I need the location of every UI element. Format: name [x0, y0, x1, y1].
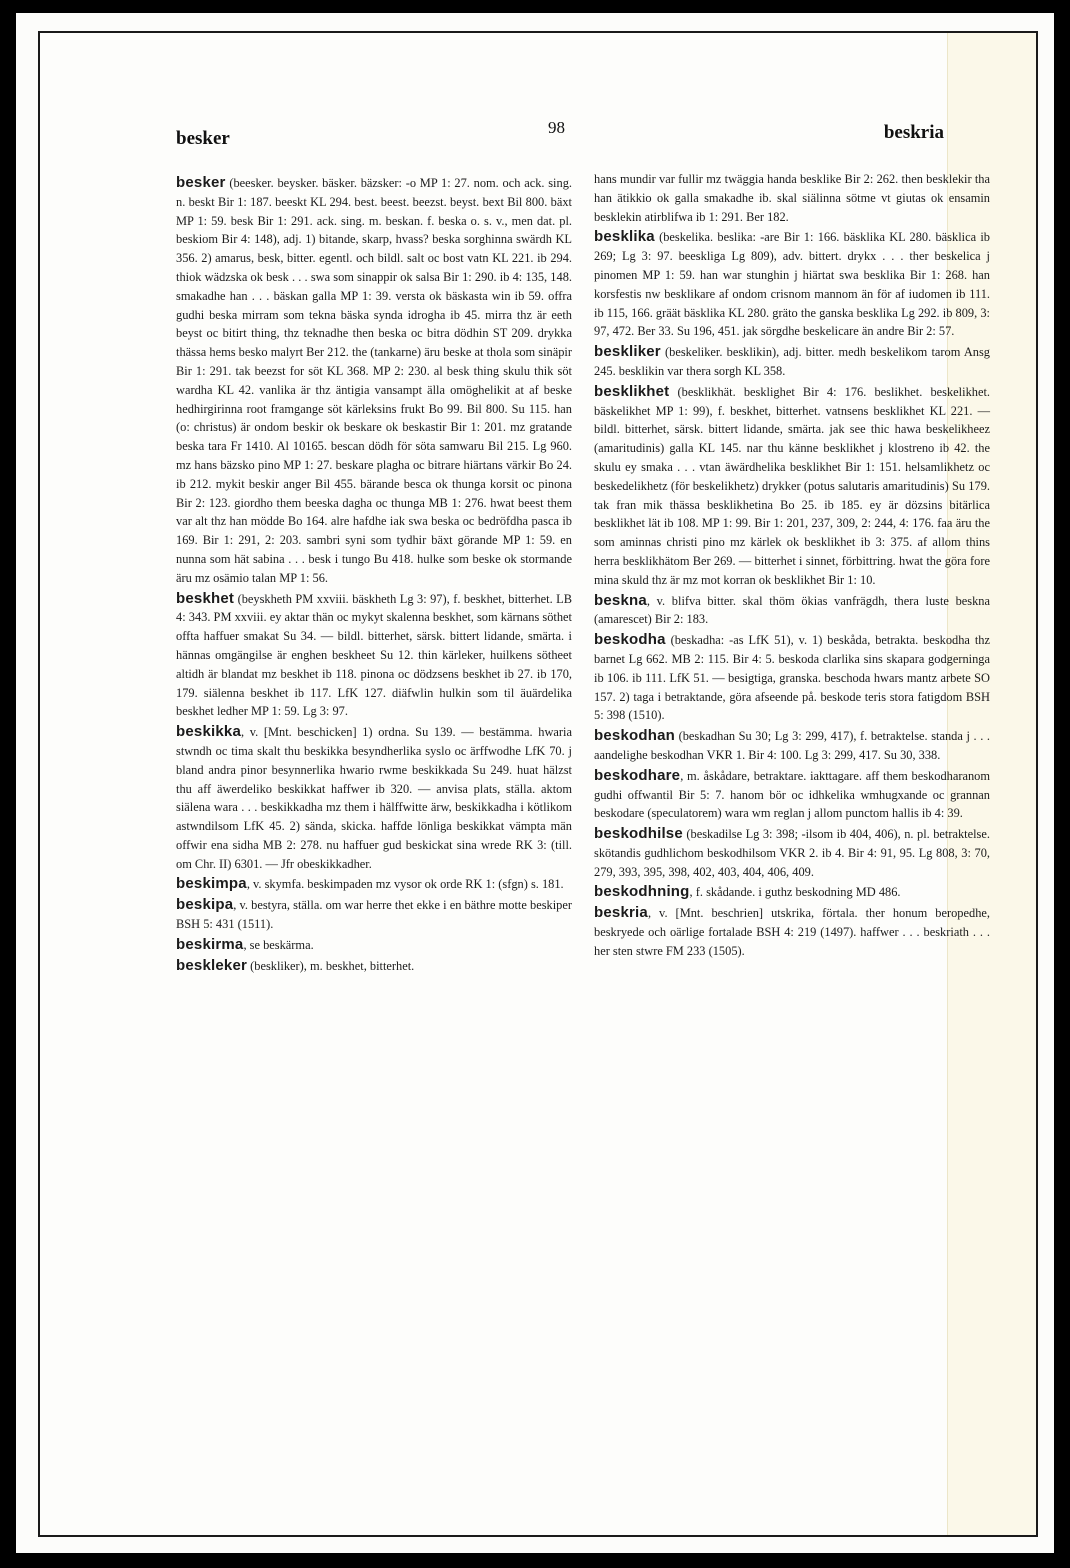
- entry-body: (beskliker), m. beskhet, bitterhet.: [250, 958, 415, 973]
- headword: beskikka: [176, 723, 241, 741]
- entry-body: (beskadha: -as LfK 51), v. 1) beskåda, betrakta. beskodha thz barnet Lg 662. MB 2: 115. Bir 4: 5. beskoda clarlika sins skapara godgerninga ib 106. ib 111. LfK 51. — besigtiga, granska. beschoda hwars mantz arbete SO 157. 2) taga i betraktande, göra afseende på. beskode teris stora fatigdom BSH 5: 398 (1510).: [594, 633, 990, 723]
- page-number: 98: [548, 118, 565, 137]
- headword: beskodhare: [594, 766, 681, 784]
- dictionary-entry: [594, 592, 990, 630]
- headword: beskipa: [176, 896, 234, 914]
- entry-body: , v. [Mnt. beschrien] utskrika, förtala. ther honum beropedhe, beskryede och oärlige fortalade BSH 4: 219 (1497). haffwer . . . beskriath . . . her sten stwre FM 233 (1505).: [594, 906, 990, 958]
- dictionary-entry: [176, 723, 572, 873]
- dictionary-entry: [176, 875, 572, 894]
- headword: beskria: [594, 904, 648, 922]
- entry-body: , se beskärma.: [243, 937, 314, 952]
- headword: beskna: [594, 591, 647, 609]
- dictionary-entry: [594, 343, 990, 381]
- entry-body: (besklikhät. besklighet Bir 4: 176. beslikhet. beskelikhet. bäskelikhet MP 1: 99), f. beskhet, bitterhet. vatnsens besklikhet KL 221. — bildl. bitterhet, särsk. bittert lidande, smärta. jak see thic hawa beskelikheez (amaritudinis) galla KL 145. nar thu känne besklikhet j klostreno ib 42. the skulu ey smaka . . . vtan äwärdhelika besklikhet Bir 1: 151. helsamlikhetz oc beskedelikhetz (för beskelikhetz) drykker (potus salutaris amaritudinis) Su 179. tak fran mik thässa besklikhetina Bo 25. ib 185. ey är dözsins bitärlica besklikhet lät ib 108. MP 1: 99. Bir 1: 201, 237, 309, 2: 244, 4: 176. faa äru the som aminnas christi pino mz kärlek ok besklikhet ib 3: 375. af allom thins herra besklikhätom Ber 269. — bitterhet i sinnet, förbittring. hwat the göra fore mina skuld thz är mz mot korran ok besklikhet Bir 1: 10.: [594, 384, 990, 587]
- headword: besklika: [594, 228, 655, 246]
- entry-body: (beyskheth PM xxviii. bäskheth Lg 3: 97), f. beskhet, bitterhet. LB 4: 343. PM xxviii. ey aktar thän oc mykyt skalenna beskhet, som kärnans söthet offta haffuer smakat Su 34. — bildl. bitterhet, särsk. bittert lidande, smärta. i hännas omgängilse är enghen beskheet Su 12. thin kärleker, huilkens sötheet altidh är blandat mz beskhet ib 118. pinona oc dödzsens beskhet ib 27. ib 170, 179. siälenna beskhet ib 117. LfK 127. diäfwlin hulkin som til äuärdelika beskhet ledher MP 1: 59. Lg 3: 97.: [176, 591, 572, 719]
- dictionary-entry: [594, 727, 990, 765]
- headword: besker: [176, 174, 226, 191]
- entry-body: , v. [Mnt. beschicken] 1) ordna. Su 139. — bestämma. hwaria stwndh oc tima skalt thu beskikka besyndherlika syslo oc ärffwodhe LfK 70. j bland andra pinor besynnerlika hwario rwme beskikkada Su 249. huat hälzst thu aff äwerdeliko beskikkat haffwer ib 320. — anvisa plats, ställa. aktom siälena wara . . . beskikkadha mz them i hälffwitte ärw, beskikkadha i kötlikom astwndilsom LfK 45. 2) sända, skicka. haffde lönliga beskikkat vämpta män offwir ena sidha MB 2: 278. nu haffuer gud beskickat sina wrede RK 3: (till. om Chr. II) 6301. — Jfr obeskikkadher.: [176, 725, 572, 871]
- dictionary-entry: [594, 228, 990, 341]
- entry-body: , m. åskådare, betraktare. iakttagare. aff them beskodharanom gudhi offwantil Bir 5: 7. hanom bör oc idhkelika wmhugxande oc grannan beskodare (speculatorem) wara wm reglan j allom punctom hallis ib 4: 39.: [594, 768, 990, 821]
- dictionary-entry: [594, 631, 990, 725]
- dictionary-entry: [176, 896, 572, 934]
- headword: beskodha: [594, 631, 666, 649]
- header-left-guide-word: besker: [176, 128, 230, 149]
- dictionary-entry: [176, 936, 572, 955]
- headword: besklikhet: [594, 382, 670, 400]
- entry-body: , v. bestyra, ställa. om war herre thet ekke i en bäthre motte beskiper BSH 5: 431 (1511).: [176, 898, 572, 932]
- headword: beskliker: [594, 343, 661, 361]
- entry-body: (beskadilse Lg 3: 398; -ilsom ib 404, 406), n. pl. betraktelse. skötandis gudhlichom beskodhilsom VKR 2. ib 4. Bir 4: 91, 95. Lg 808, 3: 70, 279, 393, 395, 398, 402, 403, 404, 406, 409.: [594, 827, 990, 879]
- dictionary-entry: [594, 883, 990, 902]
- dictionary-entry: [176, 957, 572, 976]
- running-header: [176, 118, 944, 154]
- dictionary-entry-continuation: [594, 170, 990, 226]
- dictionary-entry: [594, 825, 990, 881]
- entry-body: (beskadhan Su 30; Lg 3: 299, 417), f. betraktelse. standa j . . . aandelighe beskodhan VKR 1. Bir 4: 100. Lg 3: 299, 417. Su 30, 338.: [594, 729, 990, 762]
- right-column: [594, 170, 990, 963]
- dictionary-entry: [594, 383, 990, 590]
- entry-body: (beskeliker. besklikin), adj. bitter. medh beskelikom tarom Ansg 245. besklikin var thera sorgh KL 358.: [594, 345, 990, 378]
- entry-body: hans mundir var fullir mz twäggia handa besklike Bir 2: 262. then besklekir tha han ätikkio ok galla smakadhe ib. skal siälinna sötme vt giutas ok ensamin besklekin atirblifwa ib 1: 291. Ber 182.: [594, 172, 990, 224]
- headword: beskleker: [176, 956, 248, 974]
- entry-body: , v. skymfa. beskimpaden mz vysor ok orde RK 1: (sfgn) s. 181.: [246, 877, 564, 892]
- headword: beskodhan: [594, 727, 675, 745]
- headword: beskodhning: [594, 883, 690, 901]
- headword: beskodhilse: [594, 825, 683, 843]
- entry-body: , f. skådande. i guthz beskodning MD 486.: [689, 885, 901, 900]
- dictionary-entry: [594, 904, 990, 960]
- entry-body: (beesker. beysker. bäsker. bäzsker: -o MP 1: 27. nom. och ack. sing. n. beskt Bir 1: 187. beeskt KL 294. best. beest. beezst. beyst. bext Bil 800. bäxt MP 1: 59. besk Bir 1: 291. ack. sing. m. beskan. f. beska o. s. v., men dat. pl. beskiom Bir 4: 148), adj. 1) bitande, skarp, hvass? beska sorghinna swärdh KL 356. 2) amarus, besk, bitter. egentl. och bildl. salt oc bost vatn KL 221. ib 294. thiok wädzska ok besk . . . swa som sinappir ok salsa Bir 1: 290. ib 4: 135, 148. smakadhe han . . . bäskan galla MP 1: 39. versta ok bäskasta win ib 59. offra gudhi beska mirram som tekna bäska synda idrogha ib 45. mirra thz är eeth beyst oc bitirt thing, thz teknadhe then beska oc bitra dödhin ST 209. drykka thässa hems besko malyrt Ber 212. the (tankarne) äru beske at thola som sinäpir Bir 1: 291. tak beezst for söt KL 368. MP 2: 230. al besk thing skulu thik söt wardha KL 42. vanlika är thz äntigia vansampt älla omöghelikit at af beske hedhirgirinna root framgange söt kärleksins frukt Bo 99. Bil 800. Su 115. han (o: christus) är ondom beskir ok beskare ok beskastir Bir 1: 201. mz gratande beska tara Fr 1410. Al 10165. bescan dödh för söta samwaru Bil 215. Lg 960. mz hans bäzsko pino MP 1: 27. beskare plagha oc bitrare hiärtans värkir Bo 24. ib 212. mykit beskir anger Bil 455. bärande besca ok thunga korsit oc pinona Bir 2: 123. giordho them beeska dagha oc thunga MB 1: 276. hwat beest them var alt thz han mödde Bo 164. alre hafdhe iak swa beska oc bedröfdha pasca ib 169. Bir 1: 291, 2: 203. sambri syni som tydhir bäxt görande MP 1: 59. en nunna som hät sabina . . . besk i tungo Bu 418. hulke som beske ok stormande äru mz osämio talan MP 1: 56.: [176, 176, 572, 585]
- dictionary-entry: [176, 590, 572, 722]
- dictionary-entry: [176, 174, 572, 588]
- headword: beskhet: [176, 589, 235, 607]
- left-column: [176, 174, 572, 977]
- header-right-guide-word: beskria: [883, 122, 944, 143]
- entry-body: , v. blifva bitter. skal thöm ökias vanfrägdh, thera luste beskna (amarescet) Bir 2: 183.: [594, 593, 990, 627]
- dictionary-entry: [594, 767, 990, 823]
- headword: beskimpa: [176, 875, 247, 893]
- entry-body: (beskelika. beslika: -are Bir 1: 166. bäsklika KL 280. bäsklica ib 269; Lg 3: 97. beeskliga Lg 809), adv. bittert. drykx . . . ther beskelica j pinomen MP 1: 59. han war stunghin j hiärtat swa besklika Bir 1: 268. han korsfestis nw besklikare af ondom crisnom mannom än för af iudomen ib 111. ib 115, 166. gräät bäsklika KL 280. gräto the ganska besklika Lg 292. ib 809, 3: 97, 472. Ber 33. Su 196, 451. jak sörgdhe beskelicare än andre Bir 2: 57.: [594, 230, 990, 339]
- headword: beskirma: [176, 935, 244, 953]
